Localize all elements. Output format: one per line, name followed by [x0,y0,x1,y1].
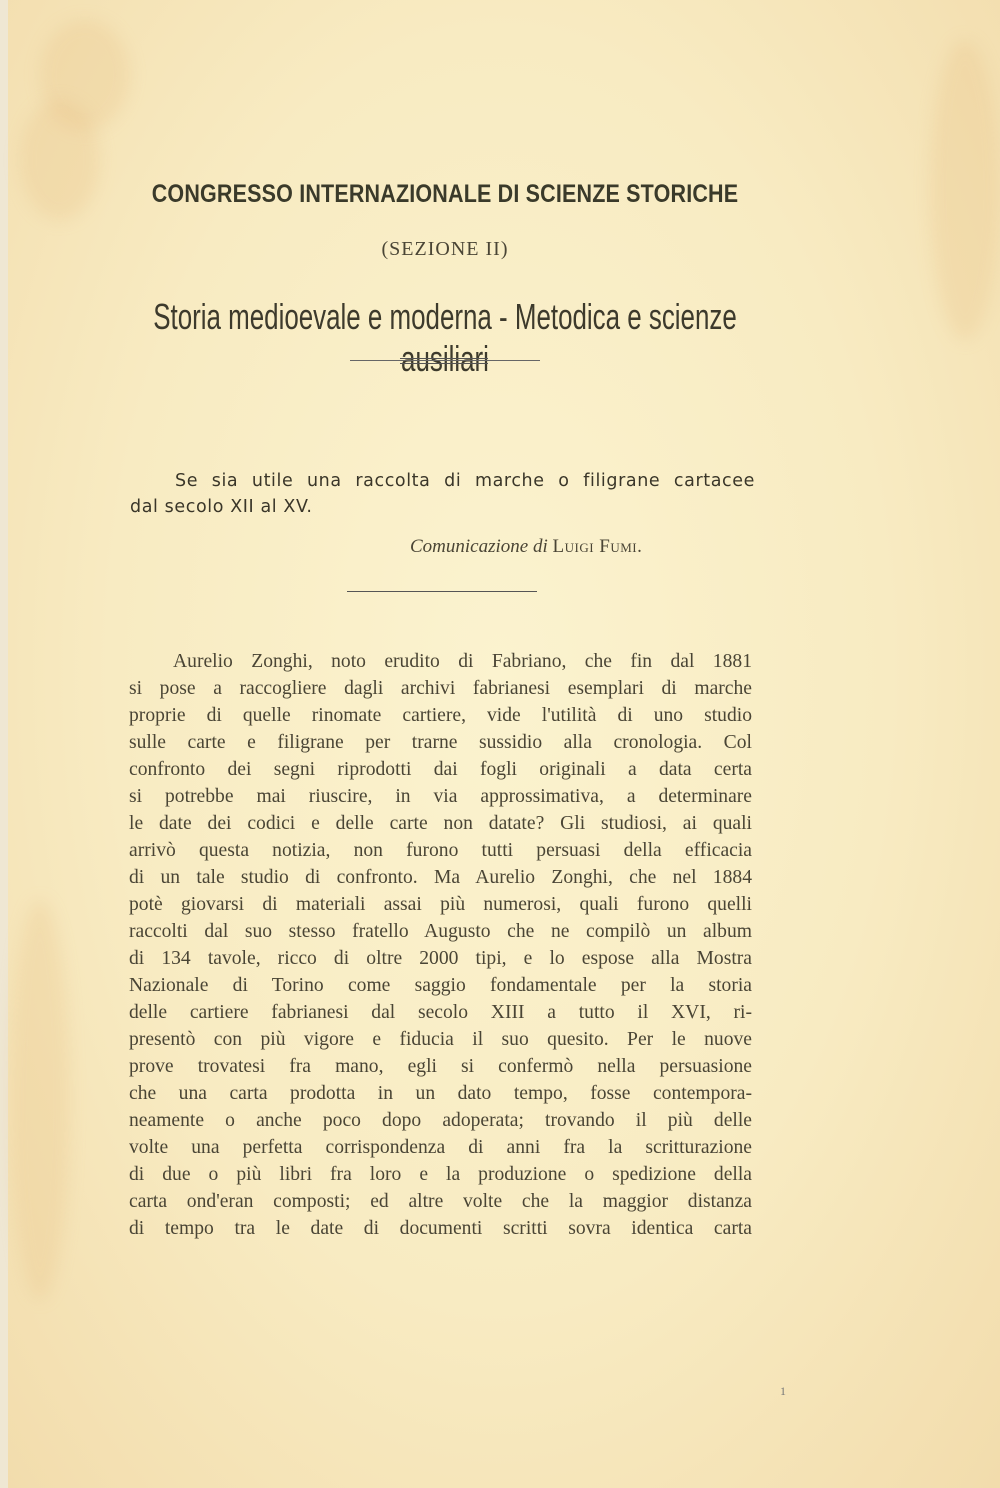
body-line: raccolti dal suo stesso fratello Augusto che ne compilò un album [129,921,752,942]
body-line: si pose a raccogliere dagli archivi fabrianesi esemplari di marche [129,678,752,699]
body-line: di tempo tra le date di documenti scritti sovra identica carta [129,1218,752,1239]
body-line: confronto dei segni riprodotti dai fogli originali a data certa [129,759,752,780]
body-line: delle cartiere fabrianesi dal secolo XIII a tutto il XVI, ri- [129,1002,752,1023]
body-line: Aurelio Zonghi, noto erudito di Fabriano, che fin dal 1881 [173,651,752,672]
body-line: proprie di quelle rinomate cartiere, vide l'utilità di uno studio [129,705,752,726]
body-line: di 134 tavole, ricco di oltre 2000 tipi, e lo espose alla Mostra [129,948,752,969]
article-subject [130,468,755,520]
body-line: volte una perfetta corrispondenza di anni fra la scritturazione [129,1137,752,1158]
body-line: si potrebbe mai riuscire, in via approssimativa, a determinare [129,786,752,807]
author-name: Luigi Fumi. [552,536,643,557]
ornamental-rule [350,358,540,366]
body-line: presentò con più vigore e fiducia il suo quesito. Per le nuove [129,1029,752,1050]
body-paragraph [129,648,752,1242]
body-line: prove trovatesi fra mano, egli si confermò nella persuasione [129,1056,752,1077]
section-subtitle: Storia medioevale e moderna - Metodica e scienze ausiliari [153,296,737,379]
body-line: di un tale studio di confronto. Ma Aurelio Zonghi, che nel 1884 [129,867,752,888]
separator-rule [347,591,537,592]
signature-mark: 1 [780,1384,786,1398]
congress-title: CONGRESSO INTERNAZIONALE DI SCIENZE STORICHE [151,180,739,208]
body-line: di due o più libri fra loro e la produzione o spedizione della [129,1164,752,1185]
body-line: neamente o anche poco dopo adoperata; trovando il più delle [129,1110,752,1131]
body-line: le date dei codici e delle carte non datate? Gli studiosi, ai quali [129,813,752,834]
body-line: carta ond'eran composti; ed altre volte che la maggior distanza [129,1191,752,1212]
body-line: sulle carte e filigrane per trarne sussidio alla cronologia. Col [129,732,752,753]
body-line: arrivò questa notizia, non furono tutti persuasi della efficacia [129,840,752,861]
body-line: Nazionale di Torino come saggio fondamentale per la storia [129,975,752,996]
section-label: (SEZIONE II) [381,238,509,260]
body-line: che una carta prodotta in un dato tempo, fosse contempora- [129,1083,752,1104]
body-line: potè giovarsi di materiali assai più numerosi, quali furono quelli [129,894,752,915]
author-line [410,536,710,558]
subject-line: Se sia utile una raccolta di marche o filigrane cartacee [175,471,755,491]
author-prefix: Comunicazione di [410,536,548,557]
subject-line: dal secolo XII al XV. [130,497,313,517]
